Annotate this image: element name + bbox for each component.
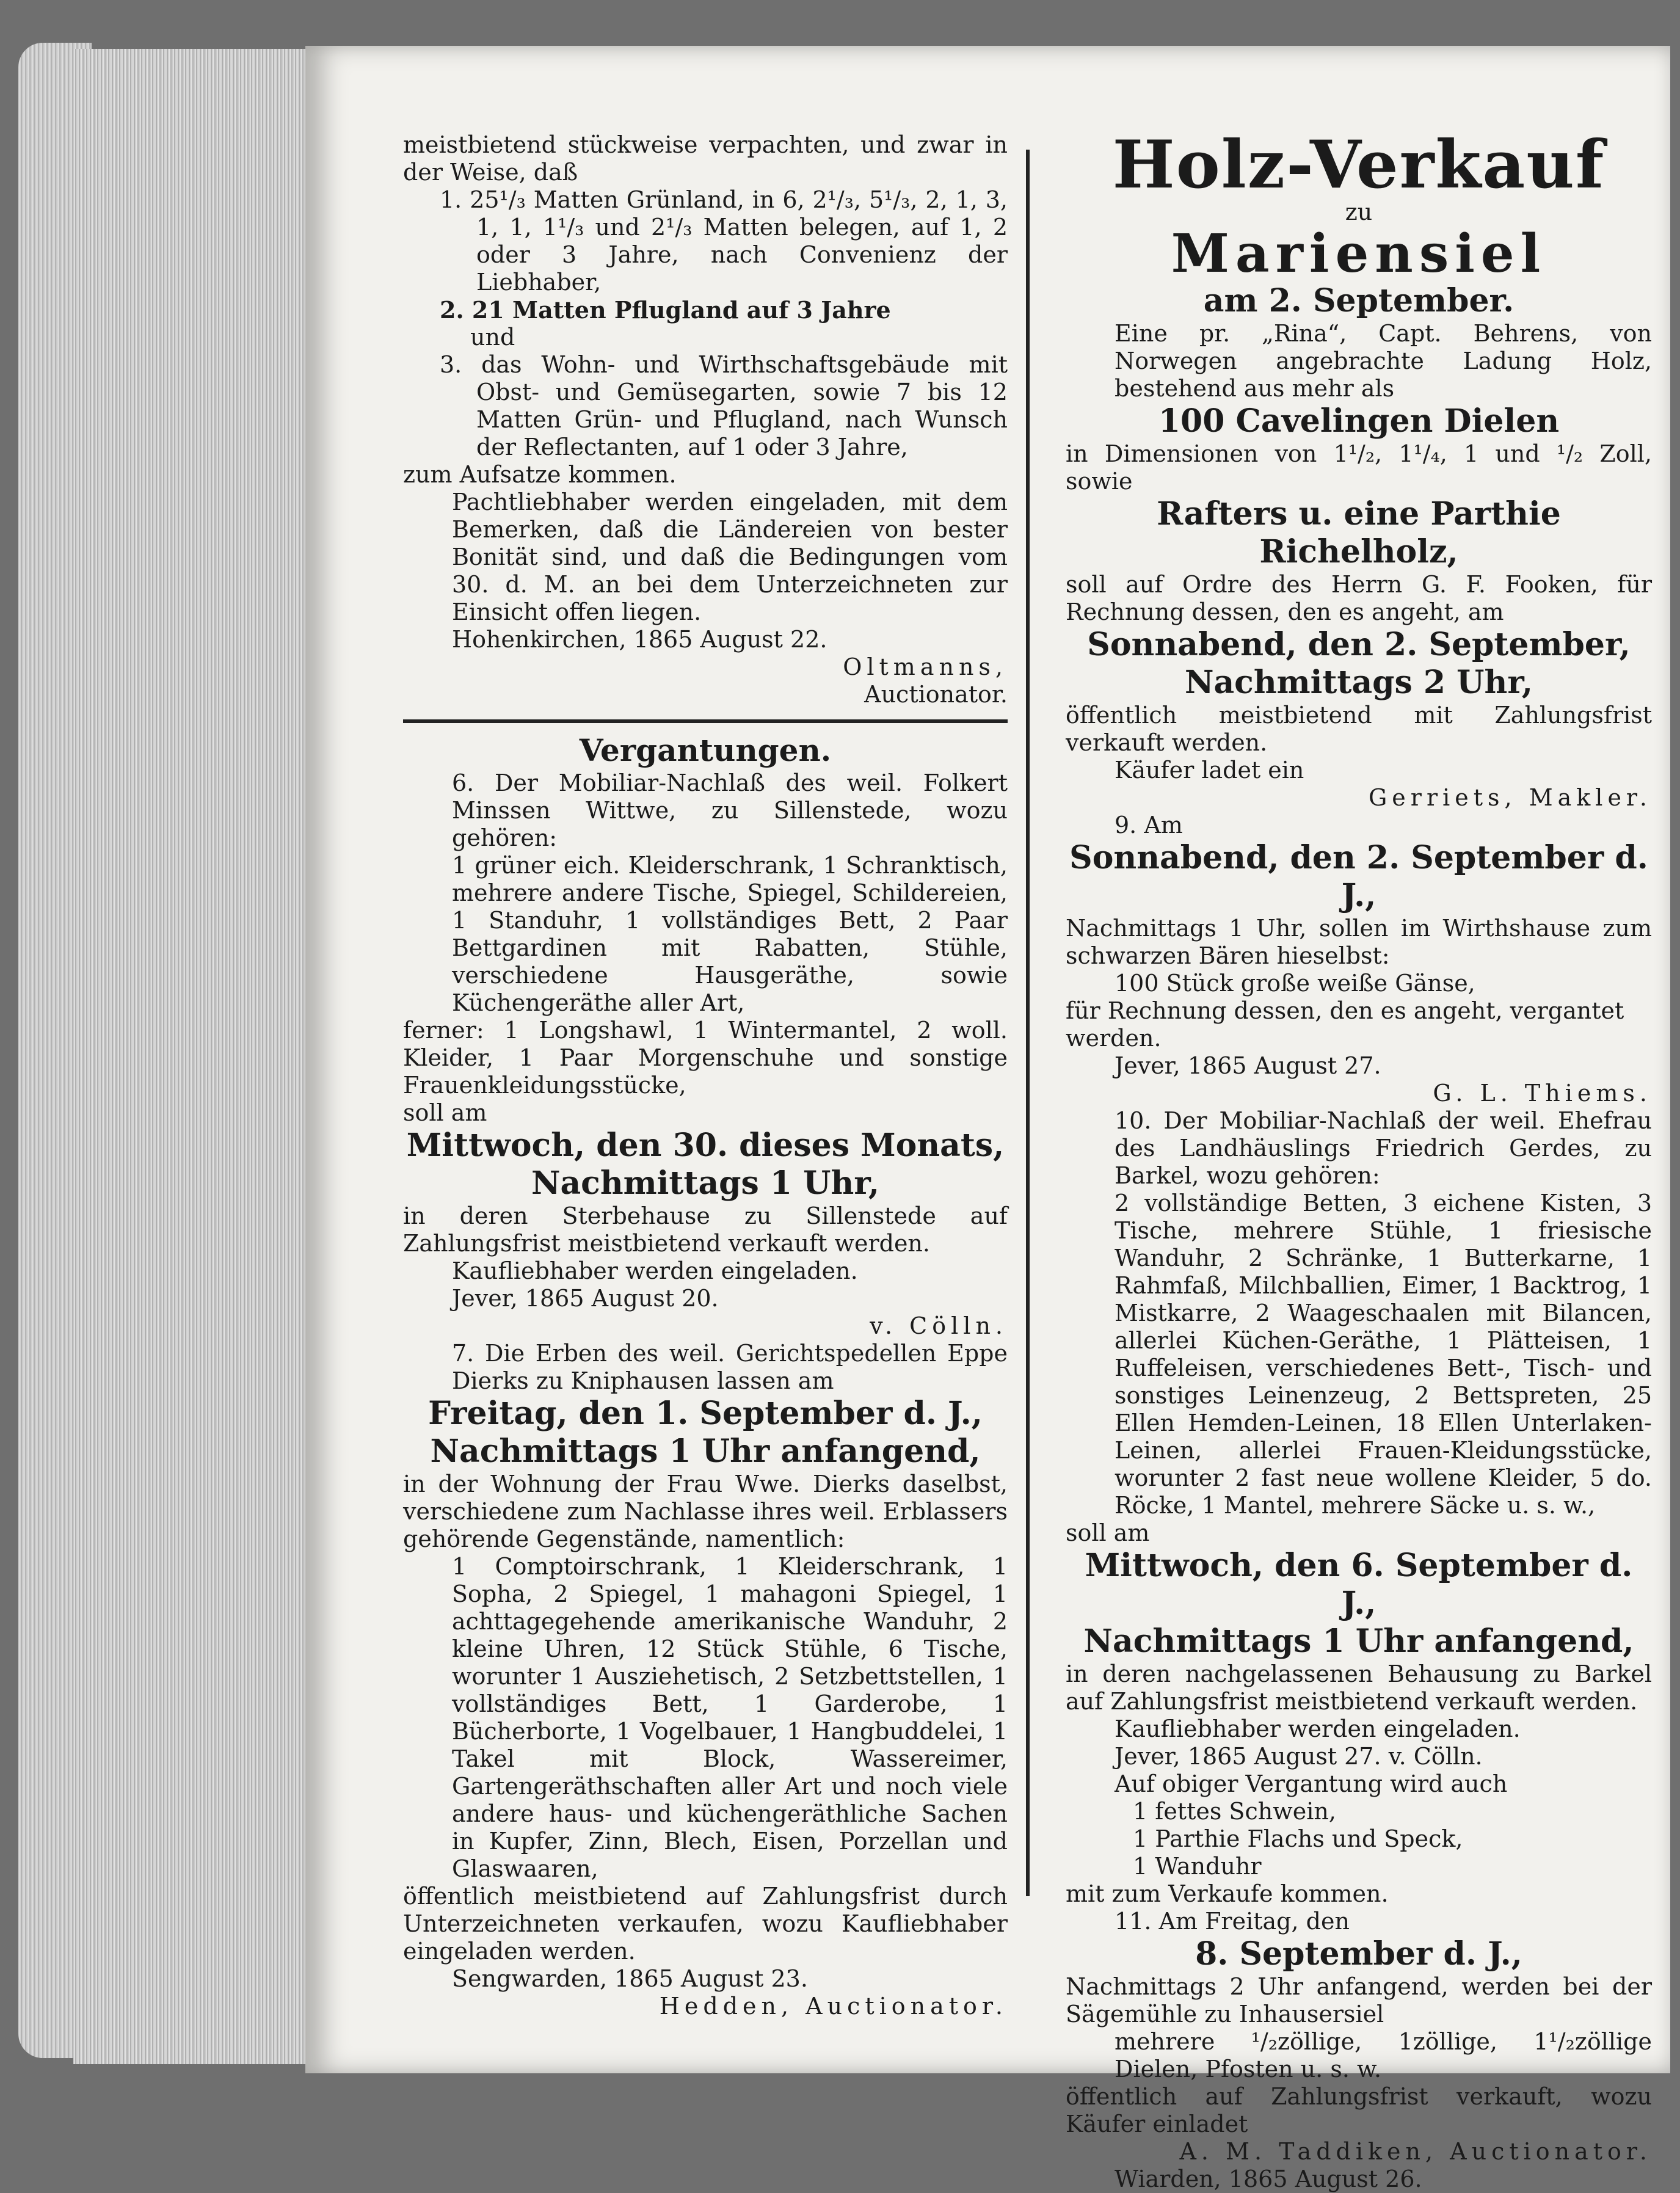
auction-time-heading: Nachmittags 2 Uhr, — [1184, 664, 1533, 701]
auction-time-heading: Nachmittags 1 Uhr anfangend, — [430, 1433, 981, 1470]
item-list: 1 grüner eich. Kleiderschrank, 1 Schranktisch, mehrere andere Tische, Spiegel, Schildereien, 1 Standuhr, 1 vollständiges Bett, 2 Paar Bettgardinen mit Rabatten, Stühle, verschiedene Hausgeräthe, sowie Küchengeräthe aller Art, — [452, 852, 1008, 1016]
highlight-line: Rafters u. eine Parthie Richelholz, — [1157, 495, 1561, 570]
paragraph: 7. Die Erben des weil. Gerichtspedellen Eppe Dierks zu Kniphausen lassen am — [452, 1340, 1008, 1394]
paragraph: soll auf Ordre des Herrn G. F. Fooken, für Rechnung dessen, den es angeht, am — [1066, 571, 1652, 625]
headline: Holz-Verkauf — [1112, 126, 1605, 203]
column-divider — [1026, 150, 1030, 1896]
paragraph: öffentlich meistbietend auf Zahlungsfrist durch Unterzeichneten verkaufen, wozu Kaufliebhaber eingeladen werden. — [403, 1883, 1008, 1965]
section-heading: Vergantungen. — [579, 732, 832, 768]
place-date: Jever, 1865 August 20. — [452, 1285, 719, 1312]
item-list: 2 vollständige Betten, 3 eichene Kisten, 3 Tische, mehrere Stühle, 1 friesische Wanduhr, 2 Schränke, 1 Butterkarne, 1 Rahmfaß, Milchballien, Eimer, 1 Backtrog, 1 Mistkarre, 2 Waageschaalen mit Bilancen, allerlei Küchen-Geräthe, 1 Plätteisen, 1 Ruffeleisen, verschiedenes Bett-, Tisch- und sonstiges Leinenzeug, 2 Bettspreten, 25 Ellen Hemden-Leinen, 18 Ellen Unterlaken-Leinen, allerlei Frauen-Kleidungsstücke, worunter 2 fast neue wollene Kleider, 5 do. Röcke, 1 Mantel, mehrere Säcke u. s. w., — [1115, 1190, 1652, 1519]
paragraph: Nachmittags 2 Uhr anfangend, werden bei der Sägemühle zu Inhausersiel — [1066, 1973, 1652, 2028]
text-line: und — [470, 324, 515, 351]
text-line: Kaufliebhaber werden eingeladen. — [452, 1257, 858, 1284]
signature: A. M. Taddiken, Auctionator. — [1179, 2138, 1652, 2165]
text-line: soll am — [403, 1099, 487, 1126]
auction-date-heading: Mittwoch, den 30. dieses Monats, — [406, 1127, 1005, 1164]
book-page-stack — [73, 49, 330, 2064]
place-date-signature: Jever, 1865 August 27. v. Cölln. — [1115, 1743, 1483, 1770]
left-column — [403, 131, 1008, 2020]
signature: Oltmanns, — [843, 653, 1008, 680]
signature: G. L. Thiems. — [1433, 1080, 1652, 1107]
list-item: 3. das Wohn- und Wirthschaftsgebäude mit Obst- und Gemüsegarten, sowie 7 bis 12 Matten Grün- und Pflugland, nach Wunsch der Reflectanten, auf 1 oder 3 Jahre, — [440, 351, 1008, 460]
paragraph: in deren nachgelassenen Behausung zu Barkel auf Zahlungsfrist meistbietend verkauft werden. — [1066, 1660, 1652, 1715]
auction-date-heading: Freitag, den 1. September d. J., — [428, 1395, 983, 1432]
paragraph: 10. Der Mobiliar-Nachlaß der weil. Ehefrau des Landhäuslings Friedrich Gerdes, zu Barkel, wozu gehören: — [1115, 1107, 1652, 1189]
item-list: 1 Comptoirschrank, 1 Kleiderschrank, 1 Sopha, 2 Spiegel, 1 mahagoni Spiegel, 1 achttagegehende amerikanische Wanduhr, 2 kleine Uhren, 12 Stück Stühle, 6 Tische, worunter 1 Ausziehetisch, 2 Setzbettstellen, 1 vollständiges Bett, 1 Garderobe, 1 Bücherborte, 1 Vogelbauer, 1 Hangbuddelei, 1 Takel mit Block, Wassereimer, Gartengeräthschaften aller Art und noch viele andere haus- und küchengeräthliche Sachen in Kupfer, Zinn, Blech, Eisen, Porzellan und Glaswaaren, — [452, 1553, 1008, 1882]
list-item: 1 fettes Schwein, — [1133, 1798, 1336, 1825]
text-line: meistbietend stückweise verpachten, und zwar in der Weise, daß — [403, 131, 1008, 186]
text-line: 9. Am — [1115, 812, 1183, 838]
paragraph: in deren Sterbehause zu Sillenstede auf Zahlungsfrist meistbietend verkauft werden. — [403, 1202, 1008, 1257]
text-line: mit zum Verkaufe kommen. — [1066, 1880, 1389, 1907]
headline-date: am 2. September. — [1203, 282, 1515, 319]
paragraph: 6. Der Mobiliar-Nachlaß des weil. Folkert Minssen Wittwe, zu Sillenstede, wozu gehören: — [452, 769, 1008, 851]
section-rule — [403, 719, 1008, 723]
list-item: 2. 21 Matten Pflugland auf 3 Jahre — [440, 296, 891, 324]
text-line: Käufer ladet ein — [1115, 757, 1304, 784]
text-line: Kaufliebhaber werden eingeladen. — [1115, 1715, 1521, 1742]
list-item: 1 Wanduhr — [1133, 1853, 1262, 1880]
auction-date-heading: Sonnabend, den 2. September d. J., — [1069, 839, 1648, 914]
auction-date-heading: 8. September d. J., — [1195, 1935, 1522, 1973]
text-line: 11. Am Freitag, den — [1115, 1908, 1350, 1935]
text-line: zum Aufsatze kommen. — [403, 461, 677, 488]
place-date: Sengwarden, 1865 August 23. — [452, 1965, 808, 1992]
text-line: Auf obiger Vergantung wird auch — [1115, 1770, 1508, 1797]
highlight-line: 100 Cavelingen Dielen — [1158, 402, 1560, 440]
auction-time-heading: Nachmittags 1 Uhr, — [531, 1165, 880, 1202]
paragraph: öffentlich auf Zahlungsfrist verkauft, wozu Käufer einladet — [1066, 2083, 1652, 2137]
place-date: Wiarden, 1865 August 26. — [1115, 2166, 1422, 2192]
place-date: Hohenkirchen, 1865 August 22. — [452, 626, 827, 653]
signature: Gerriets, Makler. — [1368, 784, 1652, 811]
paragraph: öffentlich meistbietend mit Zahlungsfrist verkauft werden. — [1066, 702, 1652, 756]
text-line: für Rechnung dessen, den es angeht, vergantet werden. — [1066, 997, 1624, 1052]
auction-time-heading: Nachmittags 1 Uhr anfangend, — [1083, 1623, 1634, 1660]
place-date: Jever, 1865 August 27. — [1115, 1052, 1381, 1079]
auction-date-heading: Mittwoch, den 6. September d. J., — [1085, 1547, 1633, 1622]
paragraph: in der Wohnung der Frau Wwe. Dierks daselbst, verschiedene zum Nachlasse ihres weil. Erblassers gehörende Gegenstände, namentlich: — [403, 1471, 1008, 1552]
text-line: soll am — [1066, 1519, 1150, 1546]
paragraph: Pachtliebhaber werden eingeladen, mit dem Bemerken, daß die Ländereien von bester Bonität sind, und daß die Bedingungen vom 30. d. M. an bei dem Unterzeichneten zur Einsicht offen liegen. — [452, 489, 1008, 625]
paragraph: Eine pr. „Rina“, Capt. Behrens, von Norwegen angebrachte Ladung Holz, bestehend aus mehr als — [1115, 320, 1652, 402]
list-item: 1 Parthie Flachs und Speck, — [1133, 1825, 1463, 1852]
item-list: mehrere ¹/₂zöllige, 1zöllige, 1¹/₂zöllige Dielen, Pfosten u. s. w. — [1115, 2028, 1652, 2082]
right-column — [1066, 126, 1652, 2193]
text-line: in Dimensionen von 1¹/₂, 1¹/₄, 1 und ¹/₂ Zoll, sowie — [1066, 440, 1652, 495]
signature-title: Auctionator. — [864, 681, 1008, 708]
auction-date-heading: Sonnabend, den 2. September, — [1087, 626, 1631, 663]
paragraph: Nachmittags 1 Uhr, sollen im Wirthshause zum schwarzen Bären hieselbst: — [1066, 915, 1652, 969]
list-item: 1. 25¹/₃ Matten Grünland, in 6, 2¹/₃, 5¹/₃, 2, 1, 3, 1, 1, 1¹/₃ und 2¹/₃ Matten belegen, auf 1, 2 oder 3 Jahre, nach Convenienz der Liebhaber, — [440, 186, 1008, 296]
item-list: 100 Stück große weiße Gänse, — [1115, 970, 1475, 997]
signature: v. Cölln. — [870, 1312, 1008, 1339]
headline-place: Mariensiel — [1171, 223, 1547, 285]
headline-sub: zu — [1345, 198, 1373, 225]
item-list: ferner: 1 Longshawl, 1 Wintermantel, 2 woll. Kleider, 1 Paar Morgenschuhe und sonstige Frauenkleidungsstücke, — [403, 1017, 1008, 1099]
signature: Hedden, Auctionator. — [659, 1993, 1008, 2020]
